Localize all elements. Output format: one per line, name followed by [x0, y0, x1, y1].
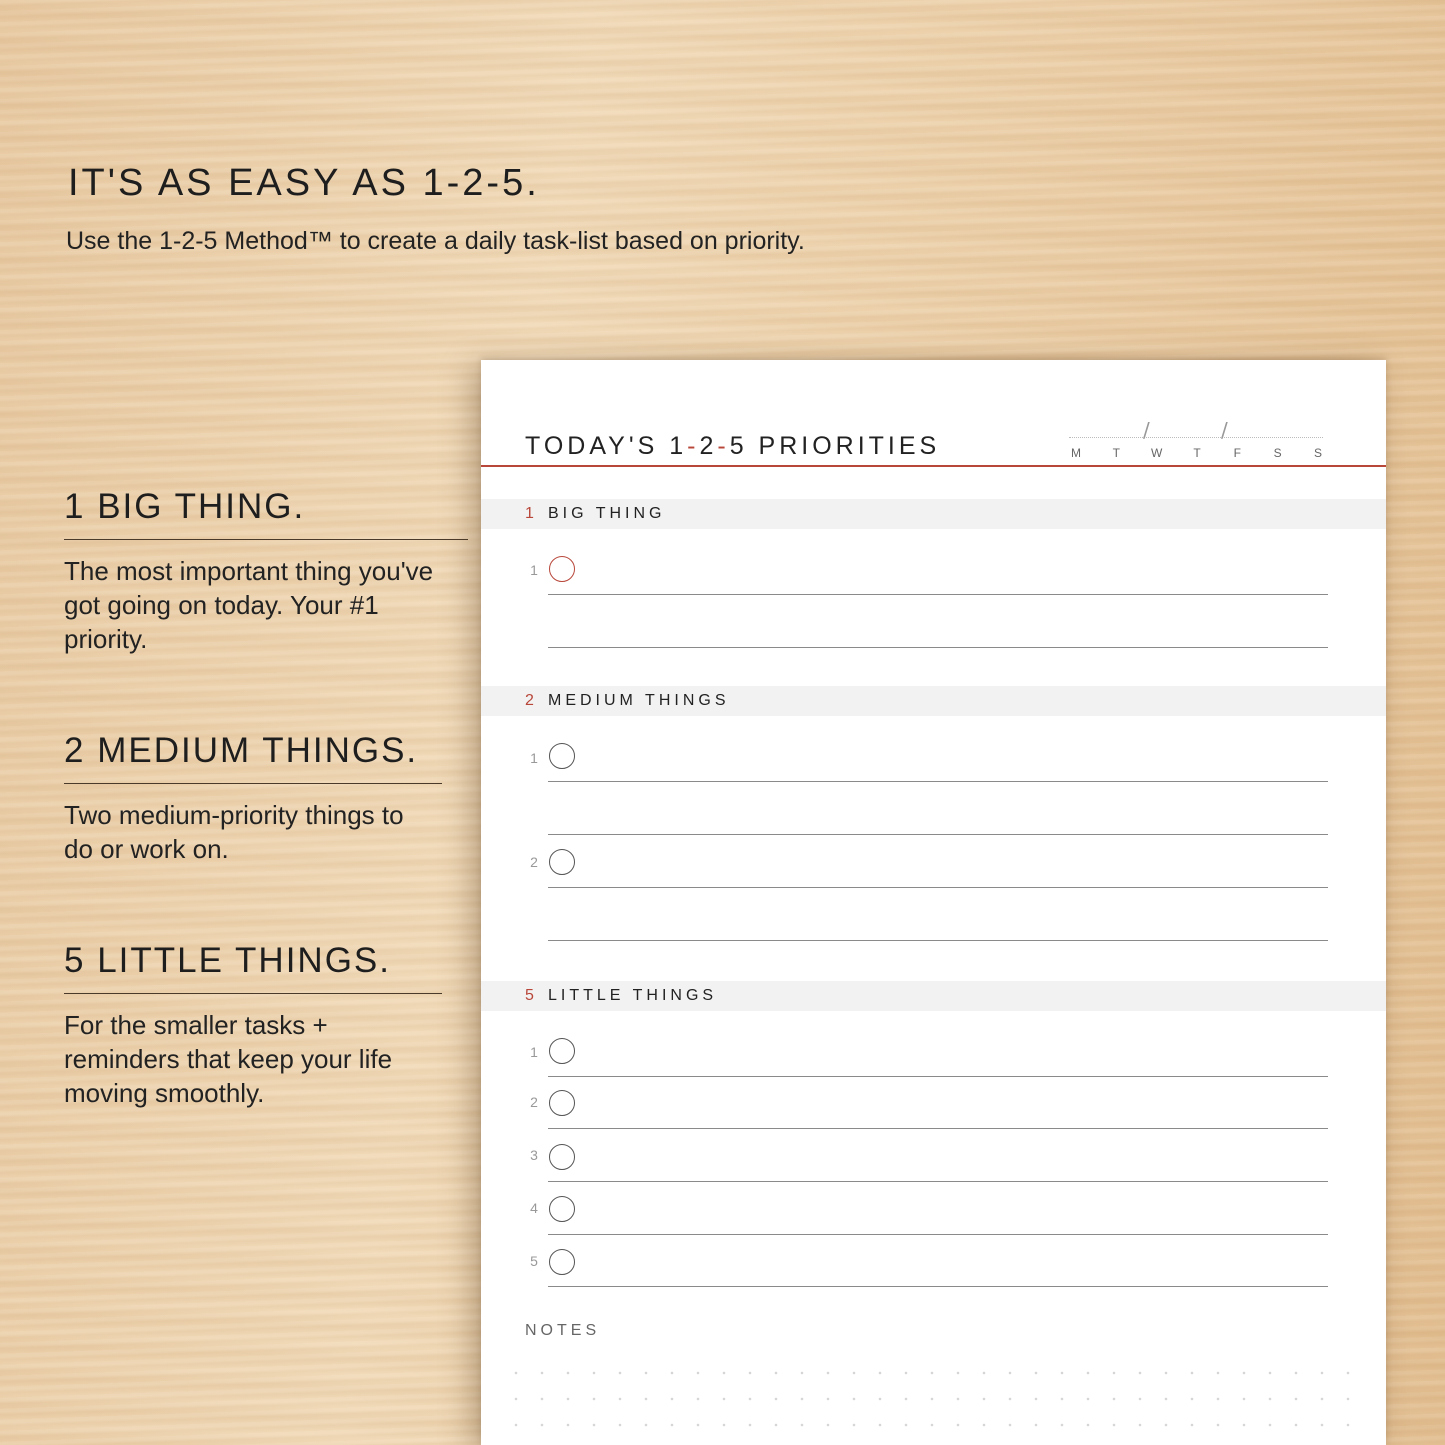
side-block-medium — [62, 731, 468, 866]
hero-title: IT'S AS EASY AS 1-2-5. — [68, 162, 540, 204]
side-text-medium: Two medium-priority things to do or work on. — [64, 800, 404, 864]
checkbox-circle-icon[interactable] — [549, 556, 575, 582]
title-dash: - — [687, 432, 700, 460]
write-line[interactable] — [548, 1181, 1328, 1182]
row-index: 1 — [530, 750, 538, 766]
notes-dot-grid[interactable] — [503, 1360, 1363, 1445]
date-line[interactable] — [1069, 437, 1323, 438]
sheet-title — [525, 432, 940, 461]
notes-label: NOTES — [525, 1322, 601, 1339]
checkbox-circle-icon[interactable] — [549, 1090, 575, 1116]
write-line[interactable] — [548, 1076, 1328, 1077]
row-index: 3 — [530, 1147, 538, 1163]
write-line[interactable] — [548, 940, 1328, 941]
row-index: 2 — [530, 1094, 538, 1110]
planner-sheet — [481, 360, 1386, 1445]
side-heading-little: 5 LITTLE THINGS. — [64, 941, 442, 994]
date-slash: / — [1143, 418, 1150, 442]
title-part: 2 — [699, 432, 718, 460]
side-block-little — [62, 941, 468, 1110]
side-heading-big: 1 BIG THING. — [64, 487, 468, 540]
weekday-wednesday[interactable]: W — [1150, 446, 1163, 460]
checkbox-circle-icon[interactable] — [549, 1038, 575, 1064]
section-bar-little — [481, 981, 1386, 1011]
checkbox-circle-icon[interactable] — [549, 743, 575, 769]
write-line[interactable] — [548, 781, 1328, 782]
title-dash: - — [717, 432, 730, 460]
section-bar-medium — [481, 686, 1386, 716]
title-rule — [481, 465, 1386, 467]
section-label: BIG THING — [548, 505, 666, 522]
row-index: 2 — [530, 854, 538, 870]
date-slash: / — [1221, 418, 1228, 442]
section-bar-big — [481, 499, 1386, 529]
write-line[interactable] — [548, 594, 1328, 595]
section-number: 5 — [525, 987, 536, 1004]
write-line[interactable] — [548, 834, 1328, 835]
section-label: MEDIUM THINGS — [548, 692, 730, 709]
write-line[interactable] — [548, 1128, 1328, 1129]
title-part: TODAY'S 1 — [525, 432, 688, 460]
row-index: 4 — [530, 1200, 538, 1216]
row-index: 1 — [530, 562, 538, 578]
section-number: 1 — [525, 505, 536, 522]
write-line[interactable] — [548, 1286, 1328, 1287]
weekday-row — [1069, 446, 1325, 460]
side-text-big: The most important thing you've got going on today. Your #1 priority. — [64, 556, 434, 654]
checkbox-circle-icon[interactable] — [549, 1144, 575, 1170]
weekday-sunday[interactable]: S — [1313, 446, 1322, 460]
checkbox-circle-icon[interactable] — [549, 849, 575, 875]
checkbox-circle-icon[interactable] — [549, 1196, 575, 1222]
weekday-friday[interactable]: F — [1233, 446, 1241, 460]
row-index: 5 — [530, 1253, 538, 1269]
section-number: 2 — [525, 692, 536, 709]
hero-subtitle: Use the 1-2-5 Method™ to create a daily task-list based on priority. — [66, 227, 805, 255]
row-index: 1 — [530, 1044, 538, 1060]
checkbox-circle-icon[interactable] — [549, 1249, 575, 1275]
title-part: 5 PRIORITIES — [729, 432, 941, 460]
side-text-little: For the smaller tasks + reminders that keep your life moving smoothly. — [64, 1010, 393, 1108]
weekday-thursday[interactable]: T — [1193, 446, 1201, 460]
side-block-big — [62, 487, 468, 656]
weekday-saturday[interactable]: S — [1273, 446, 1282, 460]
write-line[interactable] — [548, 647, 1328, 648]
write-line[interactable] — [548, 887, 1328, 888]
weekday-monday[interactable]: M — [1071, 446, 1081, 460]
side-heading-medium: 2 MEDIUM THINGS. — [64, 731, 442, 784]
section-label: LITTLE THINGS — [548, 987, 718, 1004]
write-line[interactable] — [548, 1234, 1328, 1235]
weekday-tuesday[interactable]: T — [1112, 446, 1120, 460]
